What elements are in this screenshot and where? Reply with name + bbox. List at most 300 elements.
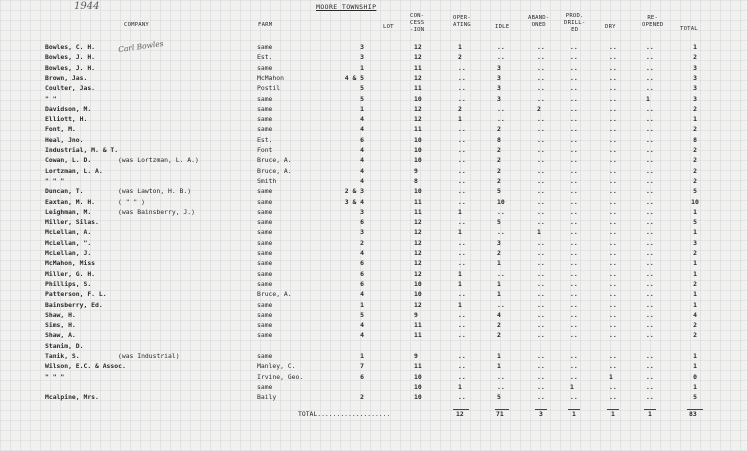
concession-cell: 10 [414,382,422,391]
farm-cell: Font [257,146,273,154]
dry-cell: .. [609,166,617,175]
operating-cell: .. [458,352,466,360]
idle-cell: 3 [497,84,501,93]
total-cell: 1 [693,269,697,278]
prod-drilled-cell: .. [570,259,578,268]
table-row [0,382,747,392]
reopened-cell: .. [646,176,654,185]
header-operating-line2: ATING [453,22,471,28]
abandoned-cell: .. [537,115,545,124]
reopened-cell: .. [646,393,654,402]
table-row [0,197,747,207]
prod-drilled-cell: .. [570,53,578,62]
prod-drilled-cell: .. [570,73,578,82]
company-cell: Cowan, L. D. [45,156,92,165]
abandoned-cell: .. [537,156,545,165]
total-cell: 2 [693,279,697,288]
idle-cell: 2 [497,125,501,134]
abandoned-cell: 1 [537,228,541,237]
abandoned-cell: .. [537,73,545,82]
idle-cell: .. [497,269,505,278]
dry-cell: .. [609,352,617,360]
farm-cell: Baily [257,393,277,402]
farm-cell: same [257,279,273,288]
header-concession [410,13,424,34]
lot-cell: 4 [360,176,364,185]
idle-cell: .. [497,115,505,124]
reopened-cell: .. [646,228,654,237]
abandoned-cell: .. [537,135,545,144]
total-cell: 8 [693,135,697,144]
table-row [0,73,747,83]
table-row [0,227,747,237]
total-cell: 2 [693,146,697,154]
reopened-cell: .. [646,156,654,165]
lot-cell: 4 [360,156,364,165]
abandoned-cell: .. [537,249,545,257]
abandoned-cell: .. [537,218,545,227]
operating-cell: 1 [458,115,462,124]
dry-cell: .. [609,290,617,299]
dry-cell: .. [609,249,617,257]
dry-cell: .. [609,300,617,309]
dry-cell: .. [609,279,617,288]
dry-cell: .. [609,269,617,278]
idle-cell: 1 [497,362,501,371]
table-row [0,300,747,310]
idle-cell: .. [497,372,505,381]
header-abandoned-line2: ONED [531,22,546,28]
concession-cell: 12 [414,218,422,227]
table-row [0,341,747,351]
company-cell: Miller, Silas. [45,218,99,227]
abandoned-cell: .. [537,310,545,319]
operating-cell: .. [458,94,466,103]
dry-cell: .. [609,218,617,227]
concession-cell: 10 [414,279,422,288]
company-cell: " " [45,94,57,103]
dry-cell: 1 [609,372,613,381]
company-cell: Eaxtan, M. H. [45,197,96,206]
idle-cell: 3 [497,238,501,247]
dry-cell: .. [609,53,617,62]
concession-cell: 12 [414,300,422,309]
dry-cell: .. [609,84,617,93]
farm-cell: same [257,259,273,268]
idle-cell: 1 [497,352,501,360]
idle-cell: 5 [497,393,501,402]
table-row [0,104,747,114]
prod-drilled-cell: .. [570,393,578,402]
lot-cell: 3 [360,43,364,51]
concession-cell: 10 [414,393,422,402]
dry-cell: .. [609,115,617,124]
company-cell: Bowles, J. H. [45,53,96,62]
lot-cell: 3 [360,53,364,62]
farm-cell: same [257,228,273,237]
note-cell: (was Lortzman, L. A.) [118,156,199,165]
note-cell: (was Industrial) [118,352,180,360]
abandoned-cell: .. [537,166,545,175]
idle-cell: 2 [497,146,501,154]
abandoned-cell: .. [537,176,545,185]
total-cell: 5 [693,218,697,227]
header-abandoned-line1: ABAND- [528,15,550,21]
operating-cell: .. [458,135,466,144]
farm-cell: Est. [257,135,273,144]
farm-cell: same [257,331,273,340]
lot-cell: 3 & 4 [344,197,364,206]
township-title: MOORE TOWNSHIP [316,3,377,11]
lot-cell: 6 [360,269,364,278]
prod-drilled-cell: .. [570,352,578,360]
table-row [0,124,747,134]
lot-cell: 6 [360,279,364,288]
total-cell: 1 [693,207,697,216]
farm-cell: same [257,269,273,278]
company-cell: Davidson, M. [45,104,92,113]
prod-drilled-cell: .. [570,218,578,227]
lot-cell: 7 [360,362,364,371]
company-cell: Font, M. [45,125,76,134]
total-cell: 2 [693,156,697,165]
operating-cell: .. [458,197,466,206]
farm-cell: same [257,300,273,309]
total-cell: 3 [693,94,697,103]
farm-cell: Bruce, A. [257,156,292,165]
company-cell: Wilson, E.C. & Assoc. [45,362,126,371]
concession-cell: 12 [414,73,422,82]
abandoned-cell: .. [537,63,545,72]
abandoned-cell: .. [537,362,545,371]
lot-cell: 4 [360,331,364,340]
header-dry: DRY [605,24,616,30]
prod-drilled-cell: .. [570,372,578,381]
operating-cell: 2 [458,104,462,113]
idle-cell: 2 [497,331,501,340]
idle-cell: 1 [497,259,501,268]
operating-cell: 1 [458,228,462,237]
total-operating: 12 [456,410,464,418]
lot-cell: 5 [360,84,364,93]
concession-cell: 11 [414,207,422,216]
reopened-cell: .. [646,310,654,319]
lot-cell: 2 [360,238,364,247]
header-concession-line1: CON- [410,13,425,19]
total-cell: 3 [693,84,697,93]
table-row [0,145,747,155]
reopened-cell: .. [646,146,654,154]
lot-cell: 4 [360,146,364,154]
dry-cell: .. [609,382,617,391]
concession-cell: 11 [414,321,422,330]
table-row [0,63,747,73]
header-abandoned [528,15,549,29]
prod-drilled-cell: .. [570,269,578,278]
company-cell: Heal, Jno. [45,135,84,144]
idle-cell: .. [497,43,505,51]
total-abandoned: 3 [539,410,543,418]
table-row [0,83,747,93]
lot-cell: 6 [360,259,364,268]
prod-drilled-cell: .. [570,197,578,206]
idle-cell: .. [497,207,505,216]
reopened-cell: .. [646,84,654,93]
total-row [0,410,747,422]
abandoned-cell: .. [537,53,545,62]
prod-drilled-cell: .. [570,84,578,93]
lot-cell: 4 [360,115,364,124]
company-cell: Patterson, F. L. [45,290,107,299]
company-cell: Bowles, J. H. [45,63,96,72]
lot-cell: 2 & 3 [344,187,364,196]
operating-cell: .. [458,259,466,268]
header-lot: LOT [383,24,394,30]
table-row [0,114,747,124]
company-cell: McMahon, Miss [45,259,96,268]
operating-cell: 1 [458,300,462,309]
lot-cell: 1 [360,63,364,72]
operating-cell: .. [458,84,466,93]
handwritten-annotation: Carl Bowles [117,38,165,55]
lot-cell: 4 [360,125,364,134]
reopened-cell: .. [646,300,654,309]
abandoned-cell: .. [537,372,545,381]
table-row [0,279,747,289]
total-cell: 1 [693,43,697,51]
header-operating-line1: OPER- [453,15,471,21]
table-row [0,155,747,165]
idle-cell: 3 [497,94,501,103]
farm-cell: same [257,187,273,196]
operating-cell: .. [458,125,466,134]
prod-drilled-cell: .. [570,279,578,288]
farm-cell: same [257,352,273,360]
abandoned-cell: .. [537,393,545,402]
table-row [0,351,747,361]
note-cell: (was Bainsberry, J.) [118,207,195,216]
concession-cell: 11 [414,197,422,206]
note-cell: ( " " ) [118,197,145,206]
table-row [0,361,747,371]
company-cell: Shaw, H. [45,310,76,319]
table-row [0,289,747,299]
table-row [0,42,747,52]
company-cell: Coulter, Jas. [45,84,96,93]
farm-cell: Irvine, Geo. [257,372,304,381]
idle-cell: 1 [497,279,501,288]
prod-drilled-cell: .. [570,94,578,103]
idle-cell: 2 [497,176,501,185]
reopened-cell: .. [646,104,654,113]
dry-cell: .. [609,156,617,165]
operating-cell: 2 [458,53,462,62]
idle-cell: .. [497,53,505,62]
header-prod-line3: ED [571,27,579,33]
total-cell: 0 [693,372,697,381]
idle-cell: 4 [497,310,501,319]
total-cell: 1 [693,362,697,371]
company-cell: Lortzman, L. A. [45,166,103,175]
lot-cell: 1 [360,104,364,113]
dry-cell: .. [609,331,617,340]
total-cell: 1 [693,300,697,309]
prod-drilled-cell: .. [570,156,578,165]
abandoned-cell: .. [537,187,545,196]
farm-cell: same [257,104,273,113]
idle-cell: 1 [497,290,501,299]
header-concession-line2: CESS [410,20,425,26]
reopened-cell: .. [646,259,654,268]
operating-cell: 1 [458,207,462,216]
prod-drilled-cell: .. [570,176,578,185]
prod-drilled-cell: .. [570,146,578,154]
abandoned-cell: .. [537,94,545,103]
abandoned-cell: .. [537,331,545,340]
farm-cell: same [257,238,273,247]
header-reopened-line1: RE- [647,15,659,21]
farm-cell: same [257,218,273,227]
company-cell: Brown, Jas. [45,73,88,82]
total-cell: 2 [693,249,697,257]
operating-cell: .. [458,146,466,154]
total-cell: 2 [693,125,697,134]
farm-cell: same [257,382,273,391]
concession-cell: 12 [414,104,422,113]
concession-cell: 12 [414,115,422,124]
header-reopened-line2: OPENED [642,22,664,28]
dry-cell: .. [609,73,617,82]
lot-cell: 1 [360,352,364,360]
lot-cell: 5 [360,94,364,103]
table-row [0,207,747,217]
lot-cell: 4 [360,249,364,257]
concession-cell: 10 [414,146,422,154]
prod-drilled-cell: .. [570,362,578,371]
concession-cell: 11 [414,84,422,93]
farm-cell: same [257,125,273,134]
abandoned-cell: .. [537,259,545,268]
idle-cell: 10 [497,197,505,206]
company-cell: McLellan, A. [45,228,92,237]
prod-drilled-cell: .. [570,310,578,319]
concession-cell: 10 [414,290,422,299]
farm-cell: same [257,249,273,257]
total-cell: 2 [693,176,697,185]
idle-cell: 3 [497,73,501,82]
idle-cell: .. [497,228,505,237]
reopened-cell: .. [646,331,654,340]
abandoned-cell: .. [537,300,545,309]
farm-cell: Est. [257,53,273,62]
dry-cell: .. [609,104,617,113]
table-row [0,238,747,248]
total-idle: 71 [496,410,504,418]
operating-cell: 1 [458,43,462,51]
dry-cell: .. [609,228,617,237]
total-cell: 5 [693,393,697,402]
company-cell: Leighman, M. [45,207,92,216]
operating-cell: .. [458,362,466,371]
prod-drilled-cell: .. [570,115,578,124]
reopened-cell: .. [646,382,654,391]
reopened-cell: .. [646,53,654,62]
total-cell: 1 [693,290,697,299]
table-row [0,258,747,268]
lot-cell: 2 [360,393,364,402]
company-cell: Bainsberry, Ed. [45,300,103,309]
concession-cell: 11 [414,63,422,72]
company-cell: Duncan, T. [45,187,84,196]
prod-drilled-cell: .. [570,43,578,51]
prod-drilled-cell: .. [570,331,578,340]
company-cell: Stanim, D. [45,341,84,350]
company-cell: McLellan, ". [45,238,92,247]
table-row [0,186,747,196]
lot-cell: 1 [360,300,364,309]
concession-cell: 11 [414,331,422,340]
concession-cell: 9 [414,166,418,175]
farm-cell: same [257,321,273,330]
total-cell: 2 [693,53,697,62]
company-cell: Miller, G. H. [45,269,96,278]
operating-cell: .. [458,321,466,330]
dry-cell: .. [609,94,617,103]
farm-cell: same [257,197,273,206]
farm-cell: Postil [257,84,281,93]
reopened-cell: .. [646,218,654,227]
operating-cell: 1 [458,382,462,391]
concession-cell: 11 [414,125,422,134]
farm-cell: same [257,63,273,72]
reopened-cell: .. [646,269,654,278]
abandoned-cell: .. [537,238,545,247]
abandoned-cell: .. [537,321,545,330]
reopened-cell: .. [646,352,654,360]
total-cell: 2 [693,104,697,113]
operating-cell: .. [458,73,466,82]
dry-cell: .. [609,187,617,196]
farm-cell: same [257,207,273,216]
table-row [0,310,747,320]
dry-cell: .. [609,63,617,72]
header-prod-line1: PROD. [565,13,584,19]
dry-cell: .. [609,125,617,134]
reopened-cell: .. [646,238,654,247]
prod-drilled-cell: .. [570,290,578,299]
lot-cell: 6 [360,135,364,144]
dry-cell: .. [609,146,617,154]
farm-cell: same [257,43,273,51]
prod-drilled-cell: .. [570,63,578,72]
idle-cell: .. [497,104,505,113]
total-cell: 3 [693,73,697,82]
total-cell: 1 [693,115,697,124]
idle-cell: 5 [497,187,501,196]
reopened-cell: .. [646,372,654,381]
idle-cell: 3 [497,63,501,72]
company-cell: " " " [45,176,65,185]
company-cell: " " " [45,372,65,381]
company-cell: McLellan, J. [45,249,92,257]
idle-cell: .. [497,300,505,309]
operating-cell: 1 [458,269,462,278]
reopened-cell: .. [646,43,654,51]
prod-drilled-cell: .. [570,300,578,309]
farm-cell: same [257,94,273,103]
lot-cell: 3 [360,207,364,216]
lot-cell: 4 & 5 [344,73,364,82]
